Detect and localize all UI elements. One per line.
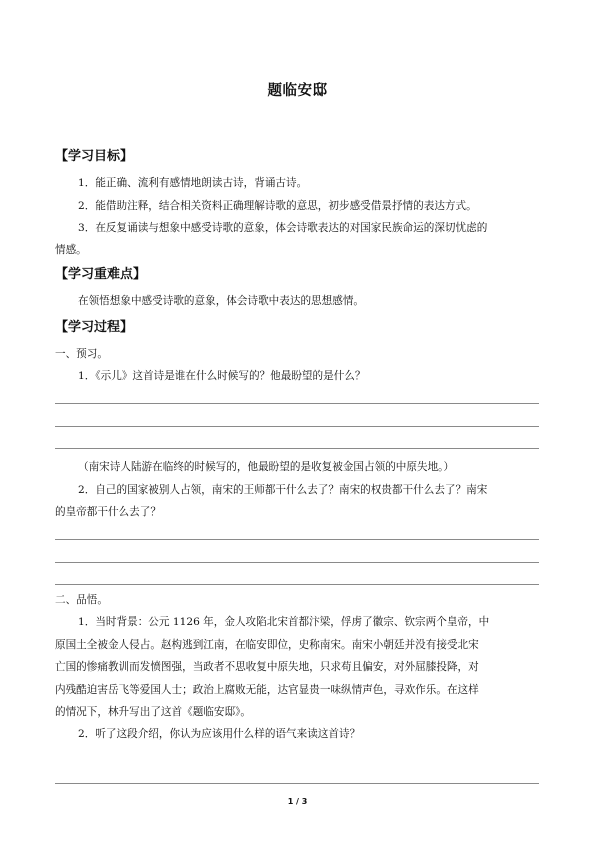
background-paragraph-line: 原国土全被金人侵占。赵构逃到江南，在临安即位，史称南宋。南宋小朝廷并没有接受北宋 <box>55 639 479 651</box>
section-preview-label: 一、预习。 <box>55 348 108 360</box>
key-points-text: 在领悟想象中感受诗歌的意象，体会诗歌中表达的思想感情。 <box>78 295 365 307</box>
goal-item-3-continued: 情感。 <box>55 244 87 256</box>
background-paragraph-line: 亡国的惨痛教训而发愤图强，当政者不思收复中原失地，只求苟且偏安，对外屈膝投降，对 <box>55 661 479 673</box>
document-title: 题临安邸 <box>267 82 328 99</box>
answer-line <box>55 584 539 585</box>
heading-learning-process: 【学习过程】 <box>55 320 134 335</box>
answer-line <box>55 783 539 784</box>
heading-learning-goals: 【学习目标】 <box>55 149 134 164</box>
preview-question-2: 2．自己的国家被别人占领，南宋的王师都干什么去了？南宋的权贵都干什么去了？南宋 <box>78 484 488 496</box>
answer-line <box>55 562 539 563</box>
page-number: 1 / 3 <box>287 797 308 806</box>
goal-item-1: 1．能正确、流利有感情地朗读古诗，背诵古诗。 <box>78 177 308 189</box>
preview-answer-1: （南宋诗人陆游在临终的时候写的，他最盼望的是收复被金国占领的中原失地。） <box>78 461 455 473</box>
answer-line <box>55 403 539 404</box>
goal-item-2: 2．能借助注释，结合相关资料正确理解诗歌的意思，初步感受借景抒情的表达方式。 <box>78 200 477 212</box>
answer-line <box>55 448 539 449</box>
section-appreciate-label: 二、品悟。 <box>55 594 108 606</box>
heading-key-points: 【学习重难点】 <box>55 267 147 282</box>
preview-question-1: 1．《示儿》这首诗是谁在什么时候写的？他最盼望的是什么？ <box>78 370 366 382</box>
goal-item-3: 3．在反复诵读与想象中感受诗歌的意象，体会诗歌表达的对国家民族命运的深切忧虑的 <box>78 222 488 234</box>
background-paragraph-line: 内残酷迫害岳飞等爱国人士；政治上腐败无能，达官显贵一味纵情声色，寻欢作乐。在这样 <box>55 684 479 696</box>
answer-line <box>55 539 539 540</box>
background-paragraph-line: 的情况下，林升写出了这首《题临安邸》。 <box>55 706 251 718</box>
answer-line <box>55 426 539 427</box>
preview-question-2-continued: 的皇帝都干什么去了？ <box>55 506 161 518</box>
background-paragraph-line: 1．当时背景：公元 1126 年，金人攻陷北宋首都汴梁，俘虏了徽宗、钦宗两个皇帝，中 <box>78 616 490 628</box>
appreciate-question-2: 2．听了这段介绍，你认为应该用什么样的语气来读这首诗？ <box>78 728 361 740</box>
